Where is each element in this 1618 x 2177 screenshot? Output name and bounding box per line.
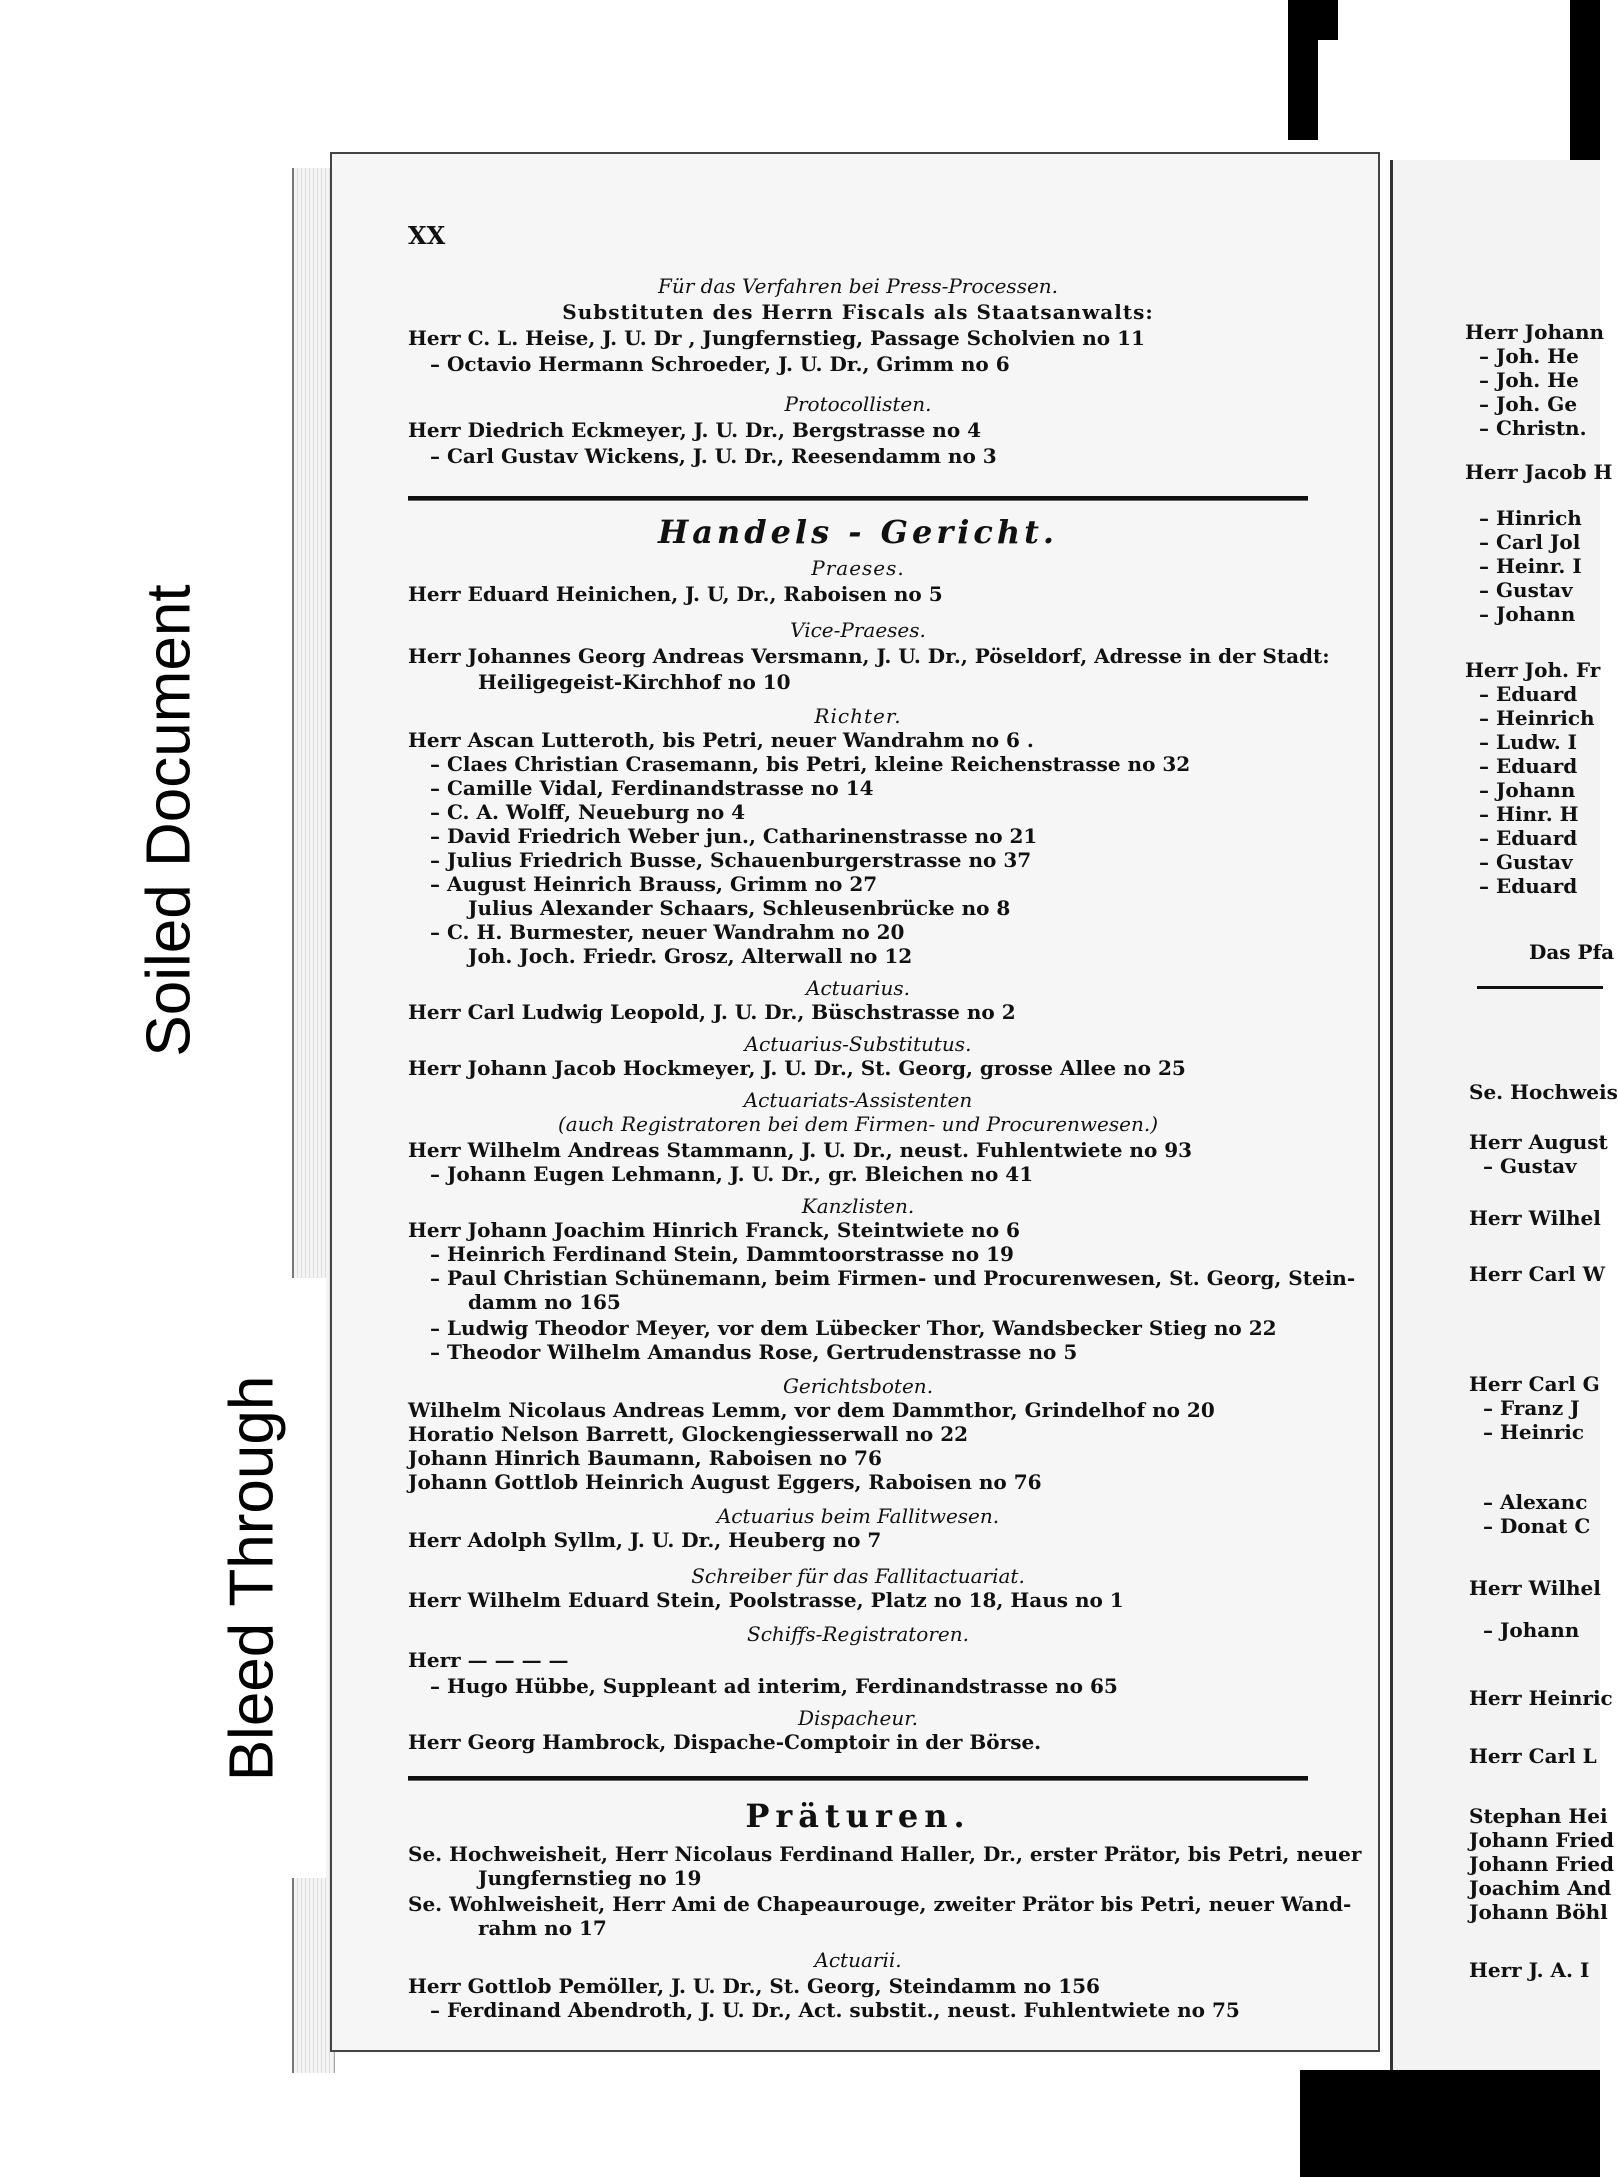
entry: Herr Eduard Heinichen, J. U, Dr., Raboisen no 5 xyxy=(408,582,943,606)
section-heading: Actuarius-Substitutus. xyxy=(744,1032,972,1056)
entry: – Hinr. H xyxy=(1479,802,1579,826)
adjacent-page xyxy=(1390,160,1618,2070)
entry: – Franz J xyxy=(1483,1396,1580,1420)
entry: Herr Johann Jacob Hockmeyer, J. U. Dr., St. Georg, grosse Allee no 25 xyxy=(408,1056,1186,1080)
entry: – Julius Friedrich Busse, Schauenburgerstrasse no 37 xyxy=(430,848,1032,872)
section-heading: Praeses. xyxy=(811,556,905,580)
section-note: (auch Registratoren bei dem Firmen- und Procurenwesen.) xyxy=(557,1112,1159,1136)
entry: – Heinric xyxy=(1483,1420,1585,1444)
scan-black-bar xyxy=(1288,0,1318,140)
entry: Herr Johann Joachim Hinrich Franck, Steintwiete no 6 xyxy=(408,1218,1020,1242)
entry: – C. A. Wolff, Neueburg no 4 xyxy=(430,800,746,824)
entry: Herr Wilhel xyxy=(1469,1576,1601,1600)
entry: damm no 165 xyxy=(468,1290,621,1314)
entry: – Eduard xyxy=(1479,682,1578,706)
entry: – Eduard xyxy=(1479,754,1578,778)
entry: Herr Gottlob Pemöller, J. U. Dr., St. Georg, Steindamm no 156 xyxy=(408,1974,1100,1998)
entry: Herr C. L. Heise, J. U. Dr , Jungfernstieg, Passage Scholvien no 11 xyxy=(408,326,1145,350)
entry: Herr J. A. I xyxy=(1469,1958,1590,1982)
entry: Das Pfa xyxy=(1529,940,1615,964)
entry: – Eduard xyxy=(1479,874,1578,898)
entry: – Johann xyxy=(1479,602,1576,626)
divider xyxy=(1477,986,1603,989)
entry: – Carl Jol xyxy=(1479,530,1581,554)
entry: – August Heinrich Brauss, Grimm no 27 xyxy=(430,872,878,896)
entry: Herr Wilhelm Eduard Stein, Poolstrasse, Platz no 18, Haus no 1 xyxy=(408,1588,1124,1612)
entry: Wilhelm Nicolaus Andreas Lemm, vor dem Dammthor, Grindelhof no 20 xyxy=(408,1398,1215,1422)
section-heading: Dispacheur. xyxy=(798,1706,918,1730)
entry: – Ferdinand Abendroth, J. U. Dr., Act. substit., neust. Fuhlentwiete no 75 xyxy=(430,1998,1240,2022)
entry: Joachim And xyxy=(1469,1876,1612,1900)
entry: Herr Wilhel xyxy=(1469,1206,1601,1230)
press-subheading: Substituten des Herrn Fiscals als Staatsanwalts: xyxy=(562,300,1154,324)
praeturen-title: Präturen. xyxy=(745,1797,971,1835)
entry: Herr Joh. Fr xyxy=(1465,658,1601,682)
entry: Herr Carl W xyxy=(1469,1262,1606,1286)
entry: Johann Hinrich Baumann, Raboisen no 76 xyxy=(408,1446,882,1470)
entry: rahm no 17 xyxy=(478,1916,607,1940)
entry: – Ludw. I xyxy=(1479,730,1578,754)
entry: Johann Fried xyxy=(1469,1852,1615,1876)
section-heading: Actuarius. xyxy=(806,976,910,1000)
entry: Herr Adolph Syllm, J. U. Dr., Heuberg no 7 xyxy=(408,1528,882,1552)
section-heading: Gerichtsboten. xyxy=(782,1374,934,1398)
entry: – Joh. He xyxy=(1479,344,1579,368)
entry: – Heinrich xyxy=(1479,706,1595,730)
entry: Se. Hochweisheit, Herr Nicolaus Ferdinand Haller, Dr., erster Prätor, bis Petri, neuer xyxy=(408,1842,1362,1866)
entry: – Joh. He xyxy=(1479,368,1579,392)
section-heading: Kanzlisten. xyxy=(801,1194,915,1218)
entry: – Gustav xyxy=(1479,850,1573,874)
page-number: XX xyxy=(408,221,446,250)
entry: Herr Johannes Georg Andreas Versmann, J. U. Dr., Pöseldorf, Adresse in der Stadt: xyxy=(408,644,1330,668)
entry: Johann Fried xyxy=(1469,1828,1615,1852)
entry: Herr Carl L xyxy=(1469,1744,1597,1768)
entry: – Christn. xyxy=(1479,416,1587,440)
entry: Herr Jacob H xyxy=(1465,460,1613,484)
bleed-through-label xyxy=(178,1278,326,1878)
section-heading: Vice-Praeses. xyxy=(790,618,926,642)
entry: – Ludwig Theodor Meyer, vor dem Lübecker Thor, Wandsbecker Stieg no 22 xyxy=(430,1316,1277,1340)
section-heading: Actuarii. xyxy=(814,1948,902,1972)
entry: – C. H. Burmester, neuer Wandrahm no 20 xyxy=(430,920,905,944)
entry: Herr August xyxy=(1469,1130,1608,1154)
entry: – Claes Christian Crasemann, bis Petri, kleine Reichenstrasse no 32 xyxy=(430,752,1191,776)
entry: Stephan Hei xyxy=(1469,1804,1608,1828)
soiled-document-label-text: Soiled Document xyxy=(134,583,204,1057)
section-heading: Schreiber für das Fallitactuariat. xyxy=(691,1564,1025,1588)
entry: – David Friedrich Weber jun., Catharinenstrasse no 21 xyxy=(430,824,1038,848)
scan-black-bottom xyxy=(1300,2070,1600,2177)
entry: – Hinrich xyxy=(1479,506,1582,530)
entry: Johann Böhl xyxy=(1469,1900,1608,1924)
handels-title: Handels - Gericht. xyxy=(657,513,1059,551)
section-heading: Schiffs-Registratoren. xyxy=(747,1622,969,1646)
entry: Herr Georg Hambrock, Dispache-Comptoir in der Börse. xyxy=(408,1730,1042,1754)
entry: – Heinrich Ferdinand Stein, Dammtoorstrasse no 19 xyxy=(430,1242,1014,1266)
section-heading: Actuariats-Assistenten xyxy=(743,1088,973,1112)
entry: Herr Carl Ludwig Leopold, J. U. Dr., Büschstrasse no 2 xyxy=(408,1000,1016,1024)
entry: – Gustav xyxy=(1483,1154,1577,1178)
entry: Johann Gottlob Heinrich August Eggers, Raboisen no 76 xyxy=(408,1470,1042,1494)
entry: Joh. Joch. Friedr. Grosz, Alterwall no 12 xyxy=(468,944,913,968)
entry: – Paul Christian Schünemann, beim Firmen- und Procurenwesen, St. Georg, Stein- xyxy=(430,1266,1356,1290)
section-heading: Richter. xyxy=(814,704,902,728)
entry: – Heinr. I xyxy=(1479,554,1582,578)
entry: Se. Hochweis xyxy=(1469,1080,1618,1104)
entry: – Donat C xyxy=(1483,1514,1591,1538)
entry: – Eduard xyxy=(1479,826,1578,850)
section-heading: Protocollisten. xyxy=(784,392,932,416)
entry: Herr Diedrich Eckmeyer, J. U. Dr., Bergstrasse no 4 xyxy=(408,418,982,442)
entry: – Johann xyxy=(1479,778,1576,802)
entry: Horatio Nelson Barrett, Glockengiesserwall no 22 xyxy=(408,1422,969,1446)
bleed-through-label-text: Bleed Through xyxy=(217,1375,287,1781)
entry: – Gustav xyxy=(1479,578,1573,602)
entry: Jungfernstieg no 19 xyxy=(478,1866,702,1890)
entry: – Camille Vidal, Ferdinandstrasse no 14 xyxy=(430,776,874,800)
entry: – Hugo Hübbe, Suppleant ad interim, Ferdinandstrasse no 65 xyxy=(430,1674,1118,1698)
entry: – Johann Eugen Lehmann, J. U. Dr., gr. Bleichen no 41 xyxy=(430,1162,1034,1186)
scan-black-corner xyxy=(1318,0,1338,40)
section-heading: Actuarius beim Fallitwesen. xyxy=(716,1504,1000,1528)
divider xyxy=(408,496,1308,501)
entry: – Alexanc xyxy=(1483,1490,1588,1514)
entry: Julius Alexander Schaars, Schleusenbrücke no 8 xyxy=(468,896,1011,920)
entry: Heiligegeist-Kirchhof no 10 xyxy=(478,670,791,694)
entry: – Octavio Hermann Schroeder, J. U. Dr., Grimm no 6 xyxy=(430,352,1010,376)
press-heading: Für das Verfahren bei Press-Processen. xyxy=(657,274,1059,298)
divider xyxy=(408,1776,1308,1781)
entry: Herr — — — — xyxy=(408,1648,569,1672)
soiled-document-label xyxy=(95,530,243,1110)
entry: – Joh. Ge xyxy=(1479,392,1578,416)
entry: Herr Wilhelm Andreas Stammann, J. U. Dr., neust. Fuhlentwiete no 93 xyxy=(408,1138,1193,1162)
entry: Herr Johann xyxy=(1465,320,1605,344)
entry: – Johann xyxy=(1483,1618,1580,1642)
entry: Se. Wohlweisheit, Herr Ami de Chapeaurouge, zweiter Prätor bis Petri, neuer Wand- xyxy=(408,1892,1352,1916)
entry: Herr Carl G xyxy=(1469,1372,1600,1396)
entry: – Theodor Wilhelm Amandus Rose, Gertrudenstrasse no 5 xyxy=(430,1340,1078,1364)
entry: Herr Heinric xyxy=(1469,1686,1613,1710)
entry: Herr Ascan Lutteroth, bis Petri, neuer Wandrahm no 6 . xyxy=(408,728,1034,752)
entry: – Carl Gustav Wickens, J. U. Dr., Reesendamm no 3 xyxy=(430,444,997,468)
